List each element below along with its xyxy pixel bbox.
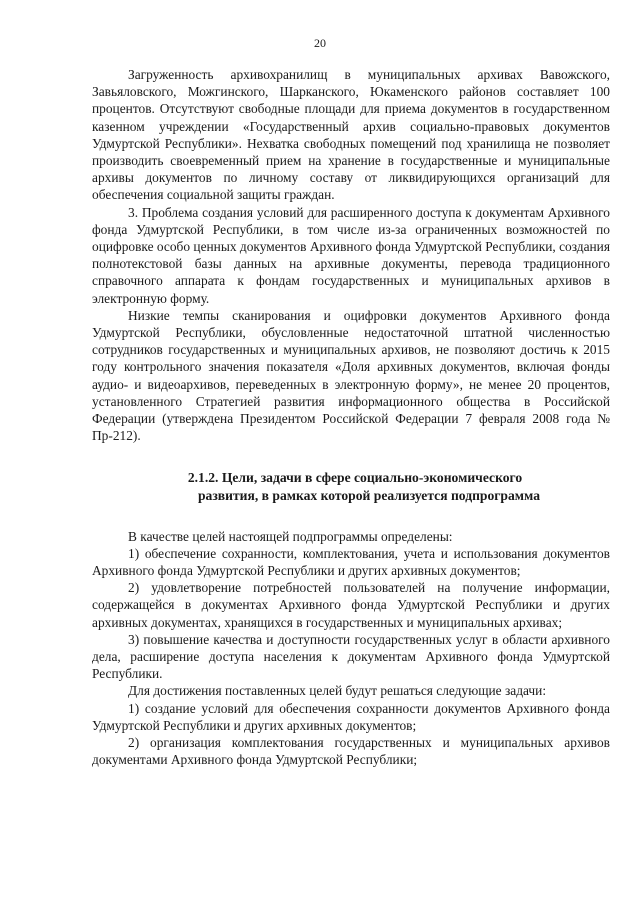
- page-number: 20: [314, 36, 326, 50]
- paragraph-digitization-rates: Низкие темпы сканирования и оцифровки документов Архивного фонда Удмуртской Республики, обусловленные недостаточной штатной численностью сотрудников государственных и муниципальных архивов, не позволяют достичь к 2015 году контрольного значения показателя «Доля архивных документов, включая фонды аудио- и видеоархивов, переведенных в электронную форму», не менее 20 процентов, установленного Стратегией развития информационного общества в Российской Федерации (утверждена Президентом Российской Федерации 7 февраля 2008 года № Пр-212).: [92, 307, 610, 444]
- paragraph-tasks-intro: Для достижения поставленных целей будут решаться следующие задачи:: [128, 683, 547, 699]
- goal-item-2: 2) удовлетворение потребностей пользователей на получение информации, содержащейся в документах Архивного фонда Удмуртской Республики и других архивных документах, хранящихся в государственных и муниципальных архивах;: [92, 580, 610, 630]
- document-body: [92, 66, 610, 769]
- goal-item-1: 1) обеспечение сохранности, комплектования, учета и использования документов Архивного фонда Удмуртской Республики и других архивных документов;: [92, 545, 610, 579]
- task-item-1: 1) создание условий для обеспечения сохранности документов Архивного фонда Удмуртской Республики и других архивных документов;: [92, 700, 610, 733]
- section-heading-line1: 2.1.2. Цели, задачи в сфере социально-экономического: [187, 470, 523, 486]
- section-heading: [92, 469, 610, 504]
- paragraph-goals-intro: В качестве целей настоящей подпрограммы определены:: [128, 528, 453, 544]
- paragraph-archive-overload: Загруженность архивохранилищ в муниципальных архивах Вавожского, Завьяловского, Можгинского, Шарканского, Юкаменского районов составляет 100 процентов. Отсутствуют свободные площади для приема документов в государственном казенном учреждении «Государственный архив социально-правовых документов Удмуртской Республики». Нехватка свободных помещений под хранилища не позволяет производить своевременный прием на хранение в государственные и муниципальные архивы документов по личному составу от ликвидирующихся организаций для обеспечения социальной защиты граждан.: [92, 67, 610, 203]
- section-heading-line2: развития, в рамках которой реализуется подпрограмма: [197, 488, 541, 504]
- task-item-2: 2) организация комплектования государственных и муниципальных архивов документами Архивного фонда Удмуртской Республики;: [92, 735, 610, 768]
- goal-item-3: 3) повышение качества и доступности государственных услуг в области архивного дела, расширение доступа населения к документам Архивного фонда Удмуртской Республики.: [92, 631, 610, 682]
- paragraph-access-problem: 3. Проблема создания условий для расширенного доступа к документам Архивного фонда Удмуртской Республики, в том числе из-за ограниченных возможностей по оцифровке особо ценных документов Архивного фонда Удмуртской Республики, создания полнотекстовой базы данных на архивные документы, перевода традиционного справочного аппарата к фондам государственных и муниципальных архивов в электронную форму.: [92, 204, 611, 306]
